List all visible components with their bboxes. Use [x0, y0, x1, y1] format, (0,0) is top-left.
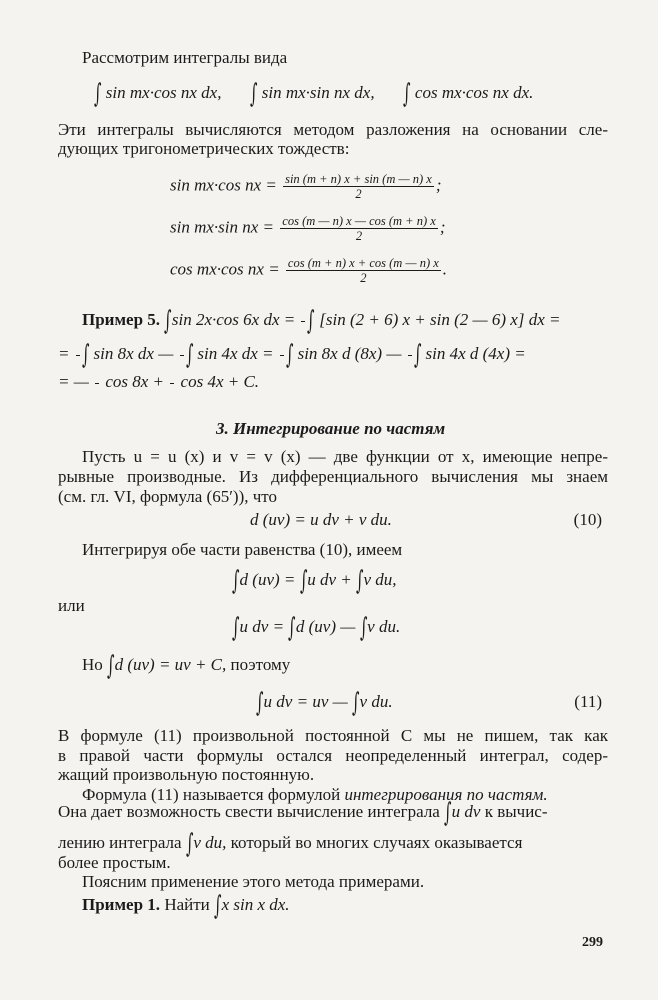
math: cos 4x + C. — [180, 372, 260, 391]
equation-b — [232, 613, 401, 643]
identity-2 — [170, 214, 446, 243]
math: u dv = — [239, 617, 285, 636]
frac-num — [76, 355, 80, 356]
math: v du. — [359, 692, 393, 711]
integral-sign: ∫ — [359, 613, 368, 643]
math: sin 4x d (4x) = — [425, 344, 526, 363]
example-label: Пример 5. — [82, 310, 161, 329]
integral-sign: ∫ — [250, 79, 258, 109]
integral-sign: ∫ — [164, 306, 172, 336]
identity-lhs: sin mx·cos nx = — [170, 175, 277, 195]
frac-num — [301, 321, 305, 322]
text-line: более простым. — [58, 853, 171, 872]
text-line: Поясним применение этого метода примерами. — [82, 872, 425, 891]
section-title: 3. Интегрирование по частям — [216, 419, 446, 438]
text: лению интеграла — [58, 833, 182, 852]
equation-number: (11) — [574, 692, 602, 711]
math: d (uv) = — [239, 570, 296, 589]
identity-denominator: 2 — [355, 187, 362, 201]
math: cos 8x + — [105, 372, 165, 391]
identity-numerator: cos (m + n) x + cos (m — n) x — [287, 256, 439, 270]
text-line: дующих тригонометрических тождеств: — [58, 139, 350, 158]
equation-number: (10) — [573, 510, 602, 529]
math: sin 2x·cos 6x dx = — [171, 310, 296, 329]
integral-sign: ∫ — [232, 566, 240, 596]
text-line — [58, 829, 523, 859]
integral-sign: ∫ — [356, 566, 364, 596]
example-5-line-3 — [58, 372, 259, 392]
math: x sin x dx. — [221, 895, 290, 914]
frac-num — [170, 383, 174, 384]
math: u dv + — [307, 570, 352, 589]
identity-1 — [170, 172, 441, 201]
math: = — [58, 344, 70, 363]
text-line: Интегрируя обе части равенства (10), имеем — [82, 540, 403, 559]
integral-3: cos mx·cos nx dx. — [414, 83, 534, 102]
punct: ; — [439, 217, 446, 237]
text: который во многих случаях оказывается — [230, 833, 523, 852]
text-line: или — [58, 596, 85, 615]
math: v du, — [363, 570, 397, 589]
text-line: (см. гл. VI, формула (65′)), что — [58, 487, 277, 506]
text-line: жащий произвольную постоянную. — [58, 765, 315, 784]
math: sin 8x d (8x) — — [297, 344, 402, 363]
frac-num — [408, 355, 412, 356]
identity-numerator: cos (m — n) x — cos (m + n) x — [282, 214, 436, 228]
text-line: Эти интегралы вычисляются методом разложения на основании сле- — [58, 120, 608, 139]
integral-sign: ∫ — [214, 891, 222, 921]
integrals-list — [94, 79, 534, 109]
integral-sign: ∫ — [232, 613, 240, 643]
integral-sign: ∫ — [352, 688, 360, 718]
integral-sign: ∫ — [185, 829, 194, 859]
identity-lhs: sin mx·sin nx = — [170, 217, 275, 237]
text-line: рывные производные. Из дифференциального вычисления мы знаем — [58, 467, 608, 486]
identity-3 — [170, 256, 447, 285]
text: Найти — [164, 895, 210, 914]
punct: ; — [435, 175, 442, 195]
integral-1: sin mx·cos nx dx, — [105, 83, 222, 102]
math: u dv — [451, 802, 481, 821]
math: v du. — [367, 617, 401, 636]
example-5-line-2 — [58, 340, 526, 370]
math: d (uv) = uv + C, — [114, 655, 227, 674]
frac-num — [95, 383, 99, 384]
text-line: Пусть u = u (x) и v = v (x) — две функции от x, имеющие непре- — [82, 447, 608, 466]
section-heading — [216, 419, 445, 439]
math: sin 4x dx = — [197, 344, 274, 363]
example-5-line-1 — [82, 306, 561, 336]
text-line: Рассмотрим интегралы вида — [82, 48, 288, 67]
text: к вычис- — [484, 802, 548, 821]
integral-sign: ∫ — [403, 79, 411, 109]
text-line — [58, 798, 548, 828]
frac-num — [180, 355, 184, 356]
integral-sign: ∫ — [94, 79, 102, 109]
math: u dv = uv — — [263, 692, 348, 711]
text-italic: интегрирования по частям. — [344, 785, 548, 804]
text: поэтому — [230, 655, 291, 674]
integral-sign: ∫ — [185, 340, 194, 370]
math: [sin (2 + 6) x + sin (2 — 6) x] dx = — [319, 310, 561, 329]
frac-num — [280, 355, 284, 356]
text-line: в правой части формулы остался неопределенный интеграл, содер- — [58, 746, 608, 765]
integral-sign: ∫ — [285, 340, 294, 370]
text-line — [82, 651, 291, 681]
integral-sign: ∫ — [299, 566, 308, 596]
integral-sign: ∫ — [288, 613, 296, 643]
equation-a — [232, 566, 397, 596]
integral-sign: ∫ — [444, 798, 452, 828]
equation-11 — [256, 688, 393, 718]
integral-sign: ∫ — [256, 688, 264, 718]
integral-sign: ∫ — [81, 340, 90, 370]
punct: . — [442, 259, 448, 279]
identity-denominator: 2 — [360, 271, 367, 285]
math: sin 8x dx — — [93, 344, 174, 363]
integral-sign: ∫ — [413, 340, 422, 370]
integral-2: sin mx·sin nx dx, — [261, 83, 375, 102]
text: Формула (11) называется формулой — [82, 785, 341, 804]
math: d (uv) — — [295, 617, 356, 636]
identity-numerator: sin (m + n) x + sin (m — n) x — [285, 172, 432, 186]
page-number: 299 — [582, 935, 603, 950]
text-line: В формуле (11) произвольной постоянной C мы не пишем, так как — [58, 726, 608, 745]
equation-10: d (uv) = u dv + v du. — [250, 510, 392, 529]
text: Но — [82, 655, 103, 674]
math: v du, — [193, 833, 227, 852]
integral-sign: ∫ — [307, 306, 315, 336]
identity-lhs: cos mx·cos nx = — [170, 259, 280, 279]
example-label: Пример 1. — [82, 895, 161, 914]
math: = — — [58, 372, 89, 391]
text: Она дает возможность свести вычисление интеграла — [58, 802, 440, 821]
identity-denominator: 2 — [355, 229, 363, 243]
integral-sign: ∫ — [107, 651, 115, 681]
example-1 — [82, 891, 290, 921]
